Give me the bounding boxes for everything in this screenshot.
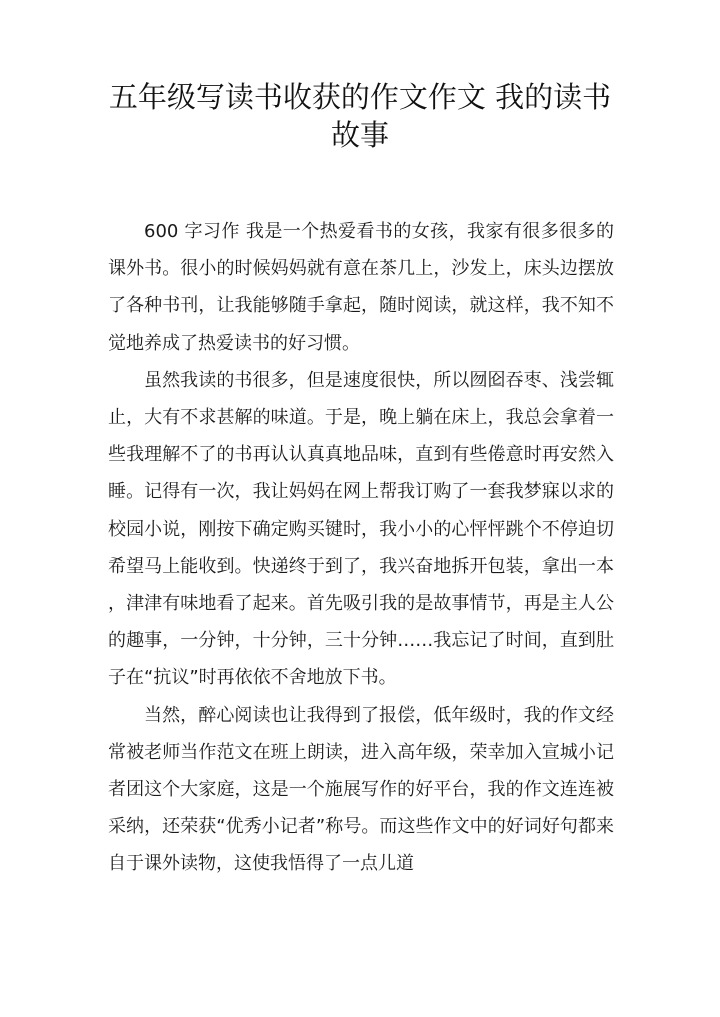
paragraph-2: 虽然我读的书很多，但是速度很快，所以囫囵吞枣、浅尝辄止，大有不求甚解的味道。于是，晚上躺在床上，我总会拿着一些我理解不了的书再认认真真地品味，直到有些倦意时再安然入睡。记得有一次，我让妈妈在网上帮我订购了一套我梦寐以求的校园小说，刚按下确定购买键时，我小小的心怦怦跳个不停迫切希望马上能收到。快递终于到了，我兴奋地拆开包装，拿出一本，津津有味地看了起来。首先吸引我的是故事情节，再是主人公的趣事，一分钟，十分钟，三十分钟……我忘记了时间，直到肚子在“抗议”时再依依不舍地放下书。 — [108, 369, 614, 689]
document-title: 五年级写读书收获的作文作文 我的读书故事 — [108, 80, 612, 152]
paragraph-1: 600 字习作 我是一个热爱看书的女孩，我家有很多很多的课外书。很小的时候妈妈就有意在茶几上，沙发上，床头边摆放了各种书刊，让我能够随手拿起，随时阅读，就这样，我不知不觉地养成了热爱读书的好习惯。 — [108, 221, 614, 354]
document-body — [108, 213, 614, 883]
paragraph-3: 当然，醉心阅读也让我得到了报偿，低年级时，我的作文经常被老师当作范文在班上朗读，进入高年级，荣幸加入宣城小记者团这个大家庭，这是一个施展写作的好平台，我的作文连连被采纳，还荣获“优秀小记者”称号。而这些作文中的好词好句都来自于课外读物，这使我悟得了一点儿道 — [108, 704, 614, 875]
